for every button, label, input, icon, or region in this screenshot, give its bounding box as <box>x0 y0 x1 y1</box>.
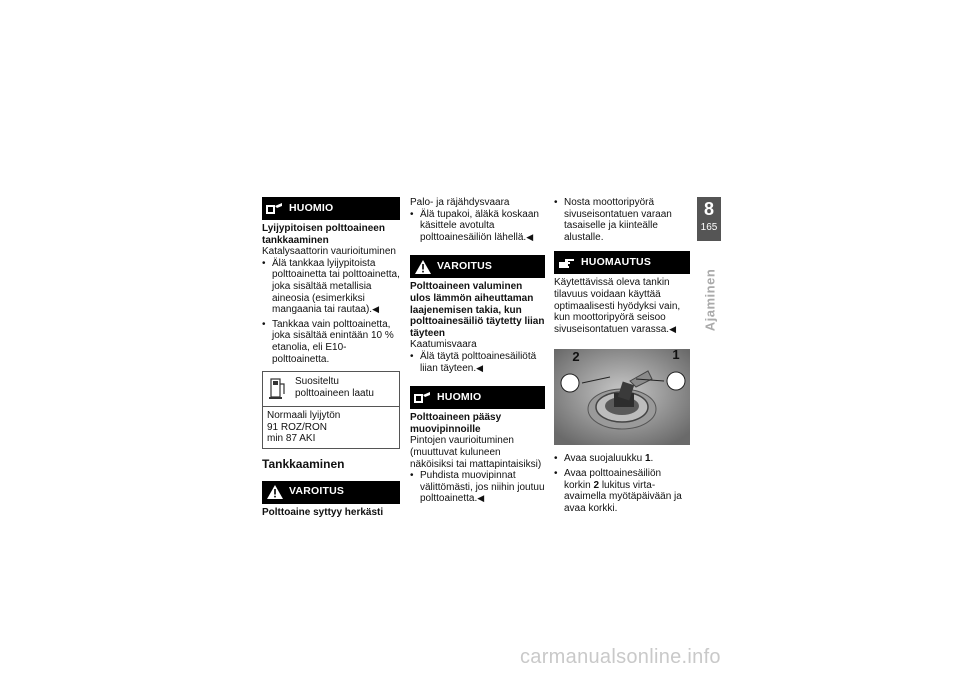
wrench-notice-icon <box>266 201 283 216</box>
end-mark: ◀ <box>476 362 484 373</box>
bullet-item: • Älä tankkaa lyijypitoista polttoainetta tai polttoainetta, joka sisältää metallisia aineosia (esimerkiksi mangaania tai rautaa).◀ <box>262 258 400 316</box>
fuel-spec-box <box>262 371 400 449</box>
wrench-notice-icon <box>414 390 431 405</box>
end-mark: ◀ <box>526 231 534 242</box>
column-1 <box>262 197 400 518</box>
fuel-spec-value: Normaali lyijytön <box>267 410 341 422</box>
warning-banner <box>410 255 545 278</box>
notice-label: HUOMIO <box>289 201 334 214</box>
remark-label: HUOMAUTUS <box>581 256 652 269</box>
notice-banner <box>410 386 545 409</box>
fuel-spec-value: min 87 AKI <box>267 433 316 445</box>
warning-subtitle: Palo- ja räjähdysvaara <box>410 197 510 208</box>
end-mark: ◀ <box>372 304 379 315</box>
ref-number: 1 <box>644 453 651 465</box>
chapter-number: 8 <box>703 199 714 219</box>
chapter-title-vertical <box>670 260 750 340</box>
warning-label: VAROITUS <box>289 485 345 498</box>
warning-title: Polttoaineen valuminen ulos lämmön aiheuttaman laajenemisen takia, kun polttoainesäiliö täytetty liian täyteen <box>410 281 545 339</box>
ref-number: 2 <box>593 479 600 491</box>
bullet-item: • Nosta moottoripyörä sivuseisontatuen varaan tasaiselle ja kiinteälle alustalle. <box>554 197 690 243</box>
bullet-item: • Puhdista muovipinnat välittömästi, jos niihin joutuu polttoainetta.◀ <box>410 470 545 505</box>
callout-label-2: 2 <box>572 349 580 364</box>
bullet-item: • Tankkaa vain polttoainetta, joka sisältää enintään 10 % etanolia, eli E10-polttoainetta. <box>262 319 400 365</box>
end-mark: ◀ <box>477 493 485 504</box>
warning-triangle-icon <box>414 259 431 274</box>
warning-label: VAROITUS <box>437 260 493 273</box>
callout-label-1: 1 <box>672 347 680 362</box>
notice-title: Polttoaineen pääsy muovipinnoille <box>410 412 502 435</box>
bullet-item: • Älä täytä polttoainesäiliötä liian täyteen.◀ <box>410 351 545 374</box>
bullet-item: • Avaa suojaluukku 1. <box>554 453 690 465</box>
fuel-spec-value: 91 ROZ/RON <box>267 421 328 433</box>
chapter-tab <box>697 197 721 241</box>
fuel-pump-icon <box>267 376 289 402</box>
remark-text: Käytettävissä oleva tankin tilavuus voidaan käyttää optimaalisesti hyödyksi vain, kun moottoripyörä seisoo sivuseisontatuen varassa.◀ <box>554 277 681 335</box>
warning-banner <box>262 481 400 504</box>
notice-label: HUOMIO <box>437 390 482 403</box>
warning-subtitle: Kaatumisvaara <box>410 339 477 351</box>
section-heading: Tankkaaminen <box>262 456 345 471</box>
warning-title: Polttoaine syttyy herkästi <box>262 506 384 518</box>
notice-banner <box>262 197 400 220</box>
warning-triangle-icon <box>266 485 283 500</box>
bullet-item: • Avaa polttoainesäiliön korkin 2 lukitus virta-avaimella myötäpäivään ja avaa korkki. <box>554 468 690 514</box>
hand-pointer-icon <box>558 255 575 270</box>
bullet-item: • Älä tupakoi, äläkä koskaan käsittele avotulta polttoainesäiliön lähellä.◀ <box>410 209 545 244</box>
notice-subtitle: Pintojen vaurioituminen (muuttuvat kuluneen näköisiksi tai mattapintaisiksi) <box>410 435 542 470</box>
notice-subtitle: Katalysaattorin vaurioituminen <box>262 246 396 258</box>
end-mark: ◀ <box>669 323 676 334</box>
notice-title: Lyijypitoisen polttoaineen tankkaaminen <box>262 223 385 246</box>
page-number: 165 <box>700 222 718 233</box>
fuel-spec-title: Suositeltu polttoaineen laatu <box>295 376 374 399</box>
column-2 <box>410 197 545 508</box>
chapter-name: Ajaminen <box>702 268 718 332</box>
watermark: carmanualsonline.info <box>520 646 721 668</box>
